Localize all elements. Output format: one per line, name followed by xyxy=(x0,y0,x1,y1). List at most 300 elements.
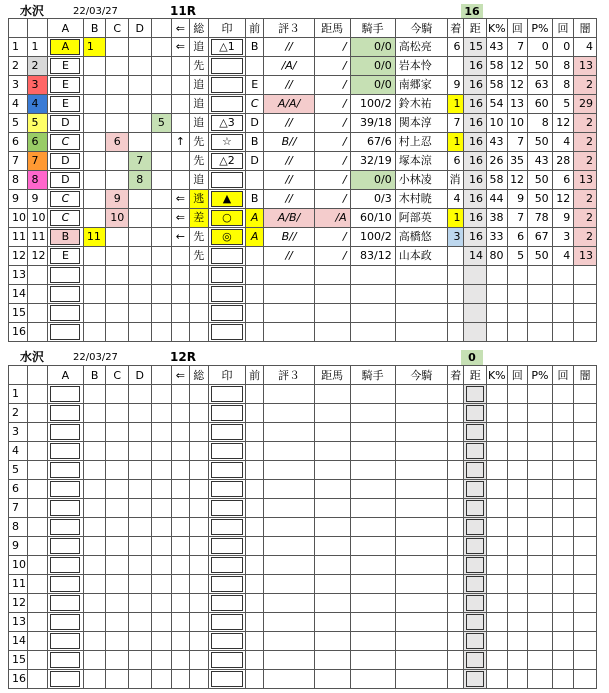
empty-cell xyxy=(151,461,172,480)
race2-place: 水沢 xyxy=(20,350,45,364)
race1-header xyxy=(20,4,500,19)
empty-cell xyxy=(264,461,314,480)
col-c xyxy=(106,152,129,171)
empty-cell xyxy=(129,670,152,689)
rank-box[interactable] xyxy=(50,386,80,402)
rank-box[interactable]: D xyxy=(50,153,80,169)
style-type: 追 xyxy=(189,38,208,57)
distance xyxy=(464,404,487,423)
empty-cell xyxy=(264,423,314,442)
mark-box[interactable] xyxy=(211,500,243,516)
p-percent: 78 xyxy=(528,209,553,228)
post-number: 12 xyxy=(28,247,47,266)
empty-cell xyxy=(106,461,129,480)
column-header xyxy=(28,19,47,38)
jockey-name xyxy=(395,266,447,285)
empty-cell xyxy=(528,404,553,423)
dark-value xyxy=(574,266,597,285)
empty-cell xyxy=(172,556,189,575)
empty-cell xyxy=(83,518,106,537)
dark-value: 2 xyxy=(574,76,597,95)
empty-cell xyxy=(350,423,395,442)
style-type: 逃 xyxy=(189,190,208,209)
rank-box[interactable]: A xyxy=(50,39,80,55)
distance-box xyxy=(466,538,484,554)
empty-cell xyxy=(28,670,47,689)
empty-cell xyxy=(507,537,528,556)
p-percent xyxy=(528,285,553,304)
dark-value: 13 xyxy=(574,247,597,266)
mark-box[interactable] xyxy=(211,481,243,497)
empty-cell xyxy=(552,670,574,689)
count-1: 5 xyxy=(507,247,528,266)
mark-box[interactable] xyxy=(211,462,243,478)
mark-box[interactable] xyxy=(211,519,243,535)
mark-box[interactable] xyxy=(211,671,243,687)
mark-cell xyxy=(209,613,246,632)
table-row xyxy=(9,285,597,304)
empty-cell xyxy=(129,613,152,632)
rank-cell xyxy=(47,304,83,323)
jockey-stats: 83/12 xyxy=(350,247,395,266)
empty-cell xyxy=(507,594,528,613)
mark-box[interactable] xyxy=(211,424,243,440)
row-number: 13 xyxy=(9,266,28,285)
mark-box[interactable] xyxy=(211,538,243,554)
row-number: 9 xyxy=(9,537,28,556)
arrow-mark: ⇐ xyxy=(172,190,189,209)
jockey-name: 木村暁 xyxy=(395,190,447,209)
empty-cell xyxy=(487,385,508,404)
empty-cell xyxy=(314,518,350,537)
rank-box[interactable] xyxy=(50,462,80,478)
rank-box[interactable] xyxy=(50,267,80,283)
mark-box[interactable] xyxy=(211,633,243,649)
col-e xyxy=(151,133,172,152)
distance-horse: / xyxy=(314,190,350,209)
table-row xyxy=(9,670,597,689)
empty-cell xyxy=(106,613,129,632)
col-d xyxy=(129,57,152,76)
empty-cell xyxy=(28,385,47,404)
mark-box[interactable] xyxy=(211,305,243,321)
empty-cell xyxy=(189,613,208,632)
count-1: 12 xyxy=(507,57,528,76)
row-number: 5 xyxy=(9,114,28,133)
count-2: 0 xyxy=(552,38,574,57)
rank-box[interactable] xyxy=(50,519,80,535)
mark-cell xyxy=(209,632,246,651)
p-percent: 67 xyxy=(528,228,553,247)
empty-cell xyxy=(552,651,574,670)
mark-box[interactable] xyxy=(211,614,243,630)
empty-cell xyxy=(151,537,172,556)
race1-count: 16 xyxy=(461,4,483,19)
table-row xyxy=(9,651,597,670)
empty-cell xyxy=(507,385,528,404)
post-number: 1 xyxy=(28,38,47,57)
eval-3: A/B/ xyxy=(264,209,314,228)
p-percent: 60 xyxy=(528,95,553,114)
column-header: 回 xyxy=(552,366,574,385)
mark-cell xyxy=(209,114,246,133)
rank-cell xyxy=(47,613,83,632)
empty-cell xyxy=(448,632,464,651)
count-1: 7 xyxy=(507,38,528,57)
column-header: K% xyxy=(487,19,508,38)
count-1: 12 xyxy=(507,76,528,95)
prev-eval: D xyxy=(245,152,263,171)
col-b xyxy=(83,171,106,190)
empty-cell xyxy=(83,404,106,423)
empty-cell xyxy=(395,594,447,613)
mark-cell xyxy=(209,38,246,57)
mark-box[interactable] xyxy=(211,324,243,340)
rank-box[interactable] xyxy=(50,481,80,497)
col-d xyxy=(129,247,152,266)
eval-3: // xyxy=(264,171,314,190)
table-row xyxy=(9,461,597,480)
empty-cell xyxy=(350,537,395,556)
arrow-mark xyxy=(172,171,189,190)
empty-cell xyxy=(448,518,464,537)
empty-cell xyxy=(507,499,528,518)
count-1: 35 xyxy=(507,152,528,171)
empty-cell xyxy=(172,499,189,518)
empty-cell xyxy=(83,651,106,670)
mark-box[interactable]: ◎ xyxy=(211,229,243,245)
mark-box[interactable] xyxy=(211,405,243,421)
empty-cell xyxy=(487,423,508,442)
jockey-stats: 0/0 xyxy=(350,38,395,57)
rank-cell xyxy=(47,442,83,461)
empty-cell xyxy=(528,556,553,575)
rank-box[interactable] xyxy=(50,424,80,440)
count-2: 4 xyxy=(552,133,574,152)
rank-box[interactable]: C xyxy=(50,191,80,207)
mark-cell xyxy=(209,594,246,613)
column-header: 闇 xyxy=(574,366,597,385)
empty-cell xyxy=(395,442,447,461)
distance: 16 xyxy=(464,209,487,228)
empty-cell xyxy=(552,442,574,461)
mark-cell xyxy=(209,499,246,518)
mark-cell xyxy=(209,209,246,228)
empty-cell xyxy=(528,423,553,442)
col-e xyxy=(151,57,172,76)
rank-box[interactable] xyxy=(50,538,80,554)
empty-cell xyxy=(83,499,106,518)
mark-box[interactable]: ▲ xyxy=(211,191,243,207)
rank-cell xyxy=(47,133,83,152)
k-percent xyxy=(487,266,508,285)
distance-horse: / xyxy=(314,152,350,171)
empty-cell xyxy=(487,651,508,670)
distance: 16 xyxy=(464,95,487,114)
empty-cell xyxy=(245,442,263,461)
post-number: 4 xyxy=(28,95,47,114)
rank-box[interactable] xyxy=(50,286,80,302)
distance xyxy=(464,632,487,651)
rank-box[interactable]: E xyxy=(50,77,80,93)
col-c xyxy=(106,285,129,304)
column-header: 着 xyxy=(448,19,464,38)
mark-cell xyxy=(209,423,246,442)
empty-cell xyxy=(487,461,508,480)
empty-cell xyxy=(189,385,208,404)
count-2: 3 xyxy=(552,228,574,247)
count-2 xyxy=(552,304,574,323)
mark-box[interactable] xyxy=(211,267,243,283)
arrow-mark xyxy=(172,152,189,171)
empty-cell xyxy=(448,594,464,613)
rank-box[interactable]: E xyxy=(50,96,80,112)
rank-box[interactable] xyxy=(50,324,80,340)
column-header xyxy=(151,19,172,38)
prev-eval: D xyxy=(245,114,263,133)
rank-box[interactable]: C xyxy=(50,210,80,226)
empty-cell xyxy=(245,404,263,423)
empty-cell xyxy=(245,537,263,556)
column-header xyxy=(28,366,47,385)
count-1 xyxy=(507,304,528,323)
k-percent: 58 xyxy=(487,171,508,190)
mark-box[interactable] xyxy=(211,576,243,592)
empty-cell xyxy=(574,632,597,651)
mark-box[interactable] xyxy=(211,248,243,264)
mark-box[interactable]: ☆ xyxy=(211,134,243,150)
distance-box xyxy=(466,462,484,478)
empty-cell xyxy=(106,442,129,461)
empty-cell xyxy=(314,575,350,594)
race1-table xyxy=(8,18,597,342)
empty-cell xyxy=(189,423,208,442)
rank-box[interactable] xyxy=(50,500,80,516)
rank-cell xyxy=(47,651,83,670)
k-percent: 38 xyxy=(487,209,508,228)
mark-box[interactable] xyxy=(211,557,243,573)
prev-eval: E xyxy=(245,76,263,95)
empty-cell xyxy=(552,632,574,651)
empty-cell xyxy=(106,632,129,651)
rank-cell xyxy=(47,499,83,518)
mark-box[interactable]: ○ xyxy=(211,210,243,226)
rank-box[interactable]: E xyxy=(50,58,80,74)
distance-box xyxy=(466,614,484,630)
table-row xyxy=(9,133,597,152)
jockey-stats: 0/3 xyxy=(350,190,395,209)
rank-box[interactable] xyxy=(50,557,80,573)
col-e xyxy=(151,266,172,285)
empty-cell xyxy=(574,575,597,594)
distance xyxy=(464,461,487,480)
jockey-name: 村上忍 xyxy=(395,133,447,152)
empty-cell xyxy=(552,404,574,423)
empty-cell xyxy=(528,480,553,499)
count-2: 4 xyxy=(552,247,574,266)
rank-box[interactable] xyxy=(50,614,80,630)
col-e xyxy=(151,247,172,266)
mark-box[interactable] xyxy=(211,58,243,74)
table-row xyxy=(9,423,597,442)
rank-cell xyxy=(47,518,83,537)
empty-cell xyxy=(264,518,314,537)
empty-cell xyxy=(83,385,106,404)
k-percent: 58 xyxy=(487,57,508,76)
empty-cell xyxy=(28,423,47,442)
jockey-stats xyxy=(350,285,395,304)
rank-box[interactable]: B xyxy=(50,229,80,245)
col-d xyxy=(129,323,152,342)
empty-cell xyxy=(314,594,350,613)
empty-cell xyxy=(129,385,152,404)
col-d xyxy=(129,266,152,285)
eval-3 xyxy=(264,266,314,285)
empty-cell xyxy=(395,556,447,575)
k-percent xyxy=(487,304,508,323)
mark-cell xyxy=(209,304,246,323)
arrow-mark xyxy=(172,114,189,133)
rank-box[interactable] xyxy=(50,443,80,459)
distance xyxy=(464,651,487,670)
eval-3 xyxy=(264,304,314,323)
table-row xyxy=(9,57,597,76)
mark-box[interactable] xyxy=(211,443,243,459)
distance xyxy=(464,323,487,342)
mark-cell xyxy=(209,228,246,247)
empty-cell xyxy=(106,537,129,556)
distance xyxy=(464,575,487,594)
row-number: 1 xyxy=(9,385,28,404)
column-header: 今騎 xyxy=(395,19,447,38)
mark-cell xyxy=(209,556,246,575)
prev-eval xyxy=(245,247,263,266)
rank-box[interactable]: D xyxy=(50,172,80,188)
style-type: 先 xyxy=(189,152,208,171)
col-b xyxy=(83,190,106,209)
empty-cell xyxy=(129,480,152,499)
rank-cell xyxy=(47,670,83,689)
rank-box[interactable]: E xyxy=(50,248,80,264)
mark-box[interactable] xyxy=(211,77,243,93)
dark-value: 29 xyxy=(574,95,597,114)
dark-value xyxy=(574,285,597,304)
distance: 16 xyxy=(464,152,487,171)
mark-box[interactable] xyxy=(211,96,243,112)
rank-box[interactable] xyxy=(50,595,80,611)
dark-value: 2 xyxy=(574,228,597,247)
eval-3: B// xyxy=(264,133,314,152)
jockey-stats: 60/10 xyxy=(350,209,395,228)
table-row xyxy=(9,480,597,499)
empty-cell xyxy=(83,537,106,556)
rank-box[interactable] xyxy=(50,633,80,649)
rank-box[interactable] xyxy=(50,652,80,668)
empty-cell xyxy=(395,575,447,594)
column-header: C xyxy=(106,19,129,38)
column-header: 距馬 xyxy=(314,366,350,385)
finish xyxy=(448,285,464,304)
count-1 xyxy=(507,323,528,342)
jockey-name: 南郷家 xyxy=(395,76,447,95)
eval-3: /A/ xyxy=(264,57,314,76)
mark-box[interactable]: △3 xyxy=(211,115,243,131)
mark-box[interactable]: △2 xyxy=(211,153,243,169)
rank-box[interactable]: C xyxy=(50,134,80,150)
empty-cell xyxy=(28,556,47,575)
empty-cell xyxy=(83,594,106,613)
col-e xyxy=(151,76,172,95)
mark-cell xyxy=(209,404,246,423)
empty-cell xyxy=(151,632,172,651)
empty-cell xyxy=(264,575,314,594)
column-header xyxy=(151,366,172,385)
empty-cell xyxy=(245,480,263,499)
arrow-mark: ← xyxy=(172,228,189,247)
finish xyxy=(448,323,464,342)
style-type: 先 xyxy=(189,228,208,247)
mark-box[interactable] xyxy=(211,386,243,402)
jockey-stats: 100/2 xyxy=(350,228,395,247)
eval-3: // xyxy=(264,114,314,133)
empty-cell xyxy=(172,423,189,442)
mark-box[interactable] xyxy=(211,595,243,611)
empty-cell xyxy=(552,537,574,556)
empty-cell xyxy=(189,594,208,613)
empty-cell xyxy=(83,575,106,594)
prev-eval xyxy=(245,57,263,76)
table-row xyxy=(9,323,597,342)
row-number: 6 xyxy=(9,133,28,152)
style-type: 追 xyxy=(189,76,208,95)
rank-box[interactable] xyxy=(50,405,80,421)
mark-box[interactable] xyxy=(211,172,243,188)
row-number: 11 xyxy=(9,228,28,247)
rank-box[interactable] xyxy=(50,671,80,687)
count-1 xyxy=(507,266,528,285)
table-row xyxy=(9,385,597,404)
column-header: D xyxy=(129,366,152,385)
k-percent xyxy=(487,323,508,342)
column-header: 前 xyxy=(245,366,263,385)
row-number: 7 xyxy=(9,152,28,171)
rank-cell xyxy=(47,575,83,594)
empty-cell xyxy=(264,442,314,461)
k-percent: 54 xyxy=(487,95,508,114)
col-e xyxy=(151,304,172,323)
empty-cell xyxy=(574,670,597,689)
empty-cell xyxy=(395,385,447,404)
distance: 16 xyxy=(464,171,487,190)
empty-cell xyxy=(129,499,152,518)
mark-box[interactable] xyxy=(211,652,243,668)
empty-cell xyxy=(487,575,508,594)
empty-cell xyxy=(448,480,464,499)
rank-box[interactable] xyxy=(50,305,80,321)
empty-cell xyxy=(395,404,447,423)
empty-cell xyxy=(507,670,528,689)
dark-value: 13 xyxy=(574,171,597,190)
empty-cell xyxy=(314,537,350,556)
empty-cell xyxy=(314,651,350,670)
mark-box[interactable] xyxy=(211,286,243,302)
rank-box[interactable]: D xyxy=(50,115,80,131)
count-2: 6 xyxy=(552,171,574,190)
mark-box[interactable]: △1 xyxy=(211,39,243,55)
rank-box[interactable] xyxy=(50,576,80,592)
rank-cell xyxy=(47,190,83,209)
empty-cell xyxy=(574,461,597,480)
